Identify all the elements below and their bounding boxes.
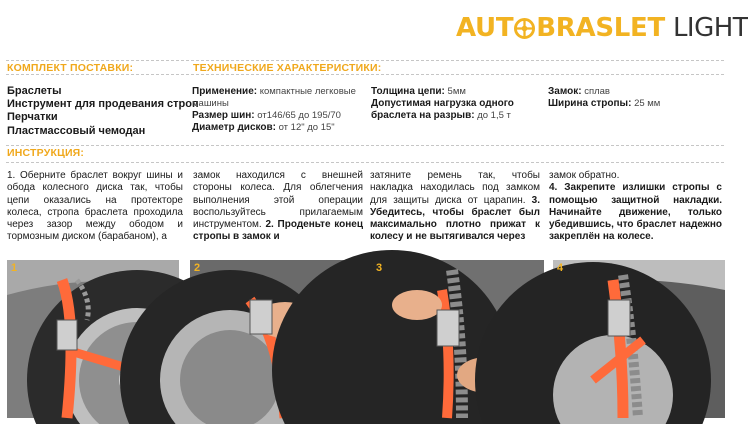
divider [6,60,724,61]
instruction-column-3: затяните ремень так, чтобы накладка находилась под замком для защиты диска от царапин. 3. Убедитесь, чтобы браслет был максимально плотно прижат к колесу и не вытягивался через [370,170,541,243]
kit-item: Инструмент для продевания строп [7,98,199,111]
wheel-step-4-icon [553,260,725,418]
spec-strap-width: Ширина стропы: 25 мм [548,98,661,109]
spec-lock: Замок: сплав [548,86,610,97]
instruction-column-2: замок находился с внешней стороны колеса. Для облегчения выполнения этой операции воспользуйтесь прилагаемым инструментом. 2. Проденьте конец стропы в замок и [193,170,364,243]
specs-column-3 [548,86,723,110]
kit-item: Перчатки [7,111,58,124]
photo-number: 1 [11,262,18,274]
photo-number: 2 [194,262,201,274]
divider [6,145,724,146]
instruction-step-3: 3. Убедитесь, чтобы браслет был максимально плотно прижат к колесу и не вытягивался через [370,194,541,243]
kit-title: КОМПЛЕКТ ПОСТАВКИ: [7,62,134,74]
photo-number: 4 [557,262,564,274]
spec-chain-thickness: Толщина цепи: 5мм [371,86,466,97]
spec-disc-diameter: Диаметр дисков: от 12" до 15" [192,122,335,133]
specs-column-2 [371,86,536,122]
logo-text-light: LIGHT [672,13,748,43]
divider [6,74,724,75]
instruction-step-2: 2. Проденьте конец стропы в замок и [193,219,364,243]
kit-item: Пластмассовый чемодан [7,124,146,137]
instruction-step-4: 4. Закрепите излишки стропы с помощью защитной накладки. Начинайте движение, только убедившись, что браслет надежно закреплён на колесе. [549,182,722,243]
wheel-logo-icon [514,18,535,39]
instruction-column-4: замок обратно. 4. Закрепите излишки стропы с помощью защитной накладки. Начинайте движение, только убедившись, что браслет надежно закреплён на колесе. [549,170,722,243]
instruction-column-1: 1. Оберните браслет вокруг шины и обода колесного диска так, чтобы цепи оказались на протекторе колеса, стропа браслета проходила через зазор между ободом и тормозным диском (барабаном), а [7,170,183,243]
photo-number: 3 [376,262,383,274]
spec-tire-size: Размер шин: от146/65 до 195/70 [192,110,341,121]
specs-title: ТЕХНИЧЕСКИЕ ХАРАКТЕРИСТИКИ: [193,62,382,74]
logo-text-braslet: BRASLET [536,13,665,43]
instructions-title: ИНСТРУКЦИЯ: [7,147,85,159]
specs-column-1 [192,86,362,134]
kit-list [7,85,199,138]
kit-item: Браслеты [7,85,62,97]
spec-load: Допустимая нагрузка одного браслета на разрыв: до 1,5 т [371,98,514,121]
brand-logo [456,8,748,48]
logo-text-auto: AUT [456,13,514,43]
spec-application: Применение: компактные легковые машины [192,86,356,109]
divider [6,162,724,163]
photo-step-4 [553,260,725,418]
